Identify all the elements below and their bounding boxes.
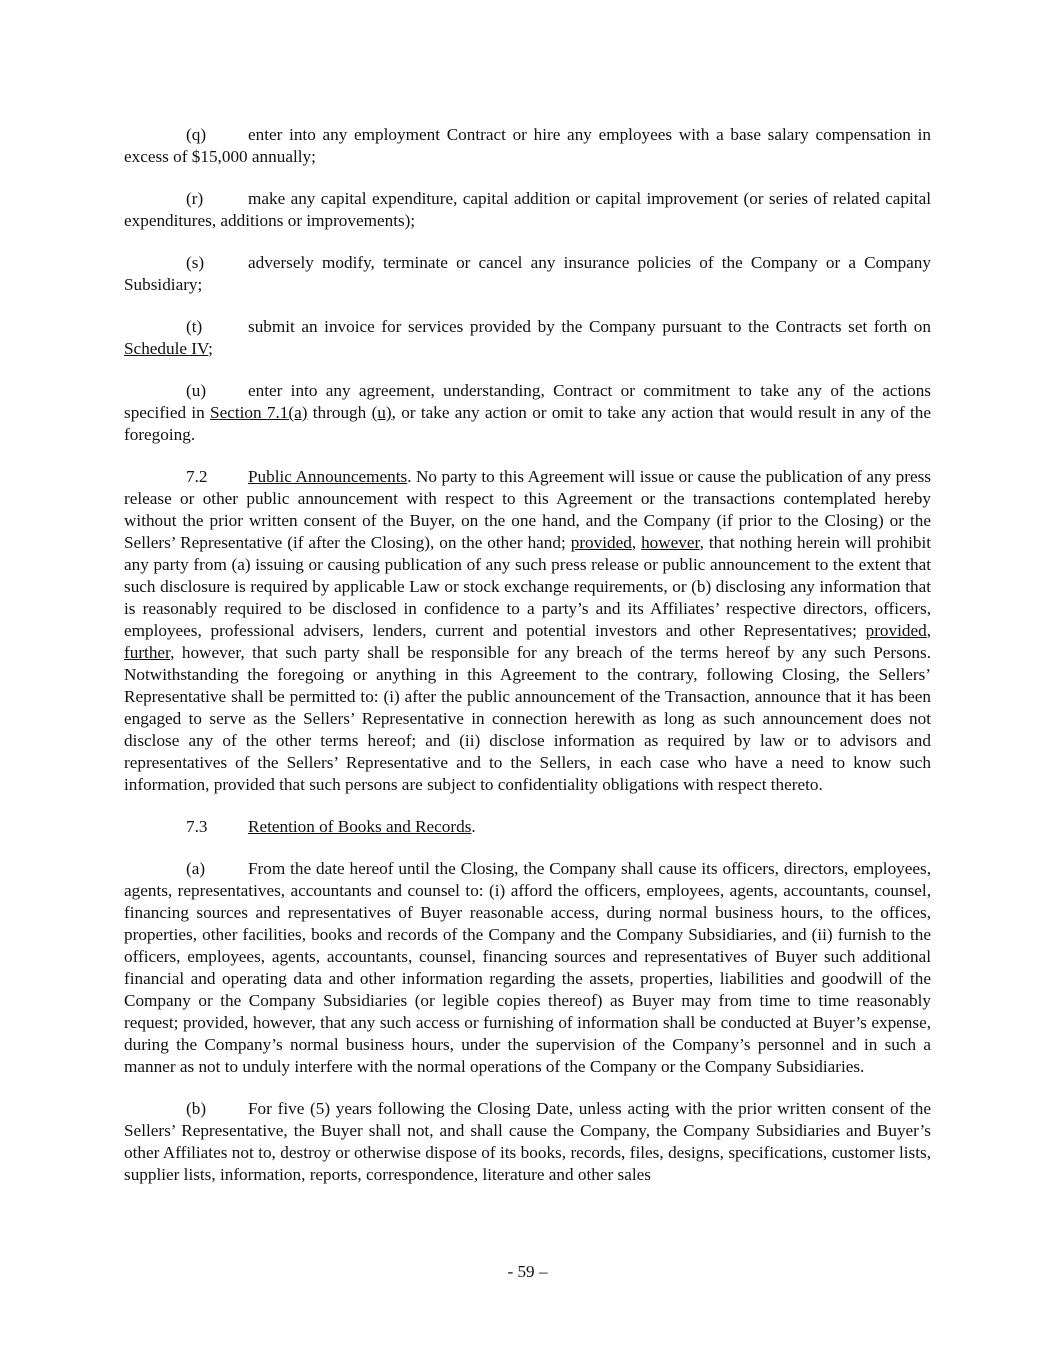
clause-7-3-a	[124, 858, 931, 1078]
clause-text: enter into any employment Contract or hire any employees with a base salary compensation in excess of $15,000 annually;	[124, 125, 931, 166]
underlined-term: provided	[570, 533, 632, 552]
clause-r	[124, 188, 931, 232]
schedule-reference: Schedule IV	[124, 339, 209, 358]
page-number: - 59 –	[507, 1262, 548, 1281]
clause-7-3-b	[124, 1098, 931, 1186]
clause-text: From the date hereof until the Closing, the Company shall cause its officers, directors, employees, agents, representatives, accountants and counsel to: (i) afford the officers, employees, agents, accountants, counsel, financing sources and representatives of Buyer reasonable access, during normal business hours, to the offices, properties, other facilities, books and records of the Company and the Company Subsidiaries, and (ii) furnish to the officers, employees, agents, accountants, counsel, financing sources and representatives of Buyer such additional financial and operating data and other information regarding the assets, properties, liabilities and goodwill of the Company or the Company Subsidiaries (or legible copies thereof) as Buyer may from time to time reasonably request; provided, however, that any such access or furnishing of information shall be conducted at Buyer’s expense, during the Company’s normal business hours, under the supervision of the Company’s personnel and in such a manner as not to unduly interfere with the normal operations of the Company or the Company Subsidiaries.	[124, 859, 931, 1076]
underlined-term: provided	[865, 621, 927, 640]
clause-label: (r)	[186, 189, 204, 208]
clause-label: (a)	[186, 859, 206, 878]
section-title: Retention of Books and Records	[248, 817, 472, 836]
clause-label: (b)	[186, 1099, 207, 1118]
clause-text: adversely modify, terminate or cancel any insurance policies of the Company or a Company Subsidiary;	[124, 253, 931, 294]
underlined-term: further	[124, 643, 171, 662]
section-reference: Section 7.1(a)	[210, 403, 308, 422]
clause-text: For five (5) years following the Closing Date, unless acting with the prior written consent of the Sellers’ Representative, the Buyer shall not, and shall cause the Company, the Company Subsidiaries and Buyer’s other Affiliates not to, destroy or otherwise dispose of its books, records, files, designs, specifications, customer lists, supplier lists, information, reports, correspondence, literature and other sales	[124, 1099, 931, 1184]
section-text: , however, that such party shall be responsible for any breach of the terms hereof by any such Persons. Notwithstanding the foregoing or anything in this Agreement to the contrary, following Closing, the Sellers’ Representative shall be permitted to: (i) after the public announcement of the Transaction, announce that it has been engaged to serve as the Sellers’ Representative in connection herewith as long as such announcement does not disclose any of the other terms hereof; and (ii) disclose information as required by law or to advisors and representatives of the Sellers’ Representative and to the Sellers, in each case who have a need to know such information, provided that such persons are subject to confidentiality obligations with respect thereto.	[124, 643, 931, 794]
clause-text: submit an invoice for services provided by the Company pursuant to the Contracts set forth on	[248, 317, 931, 336]
section-title: Public Announcements	[248, 467, 408, 486]
clause-label: (q)	[186, 125, 207, 144]
clause-s	[124, 252, 931, 296]
section-text: ,	[631, 533, 642, 552]
clause-reference: (u)	[371, 403, 392, 422]
underlined-term: however	[641, 533, 700, 552]
section-number: 7.2	[186, 467, 208, 486]
section-number: 7.3	[186, 817, 208, 836]
section-text: . No party to this Agreement will issue or cause the publication of any press release or other public announcement with respect to this Agreement or the transactions contemplated hereby without the prior written consent of the Buyer, on the one hand, and the Company (if prior to the Closing) or the Sellers’ Representative (if after the Closing), on the other hand;	[124, 467, 931, 552]
clause-label: (s)	[186, 253, 205, 272]
section-7-2	[124, 466, 931, 796]
section-text: ,	[926, 621, 931, 640]
clause-text: enter into any agreement, understanding, Contract or commitment to take any of the actions specified in	[124, 381, 931, 422]
document-page	[124, 124, 931, 1186]
clause-label: (u)	[186, 381, 207, 400]
clause-text: , or take any action or omit to take any action that would result in any of the foregoing.	[124, 403, 932, 444]
section-7-3-heading	[124, 816, 931, 838]
clause-text-end: ;	[208, 339, 213, 358]
section-title-end: .	[471, 817, 476, 836]
section-text: , that nothing herein will prohibit any party from (a) issuing or causing publication of any such press release or public announcement to the extent that such disclosure is required by applicable Law or stock exchange requirements, or (b) disclosing any information that is reasonably required to be disclosed in confidence to a party’s and its Affiliates’ respective directors, officers, employees, professional advisers, lenders, current and potential investors and other Representatives;	[124, 533, 932, 640]
clause-t	[124, 316, 931, 360]
clause-text: through	[307, 403, 372, 422]
clause-label: (t)	[186, 317, 203, 336]
clause-u	[124, 380, 931, 446]
clause-q	[124, 124, 931, 168]
clause-text: make any capital expenditure, capital addition or capital improvement (or series of related capital expenditures, additions or improvements);	[124, 189, 931, 230]
